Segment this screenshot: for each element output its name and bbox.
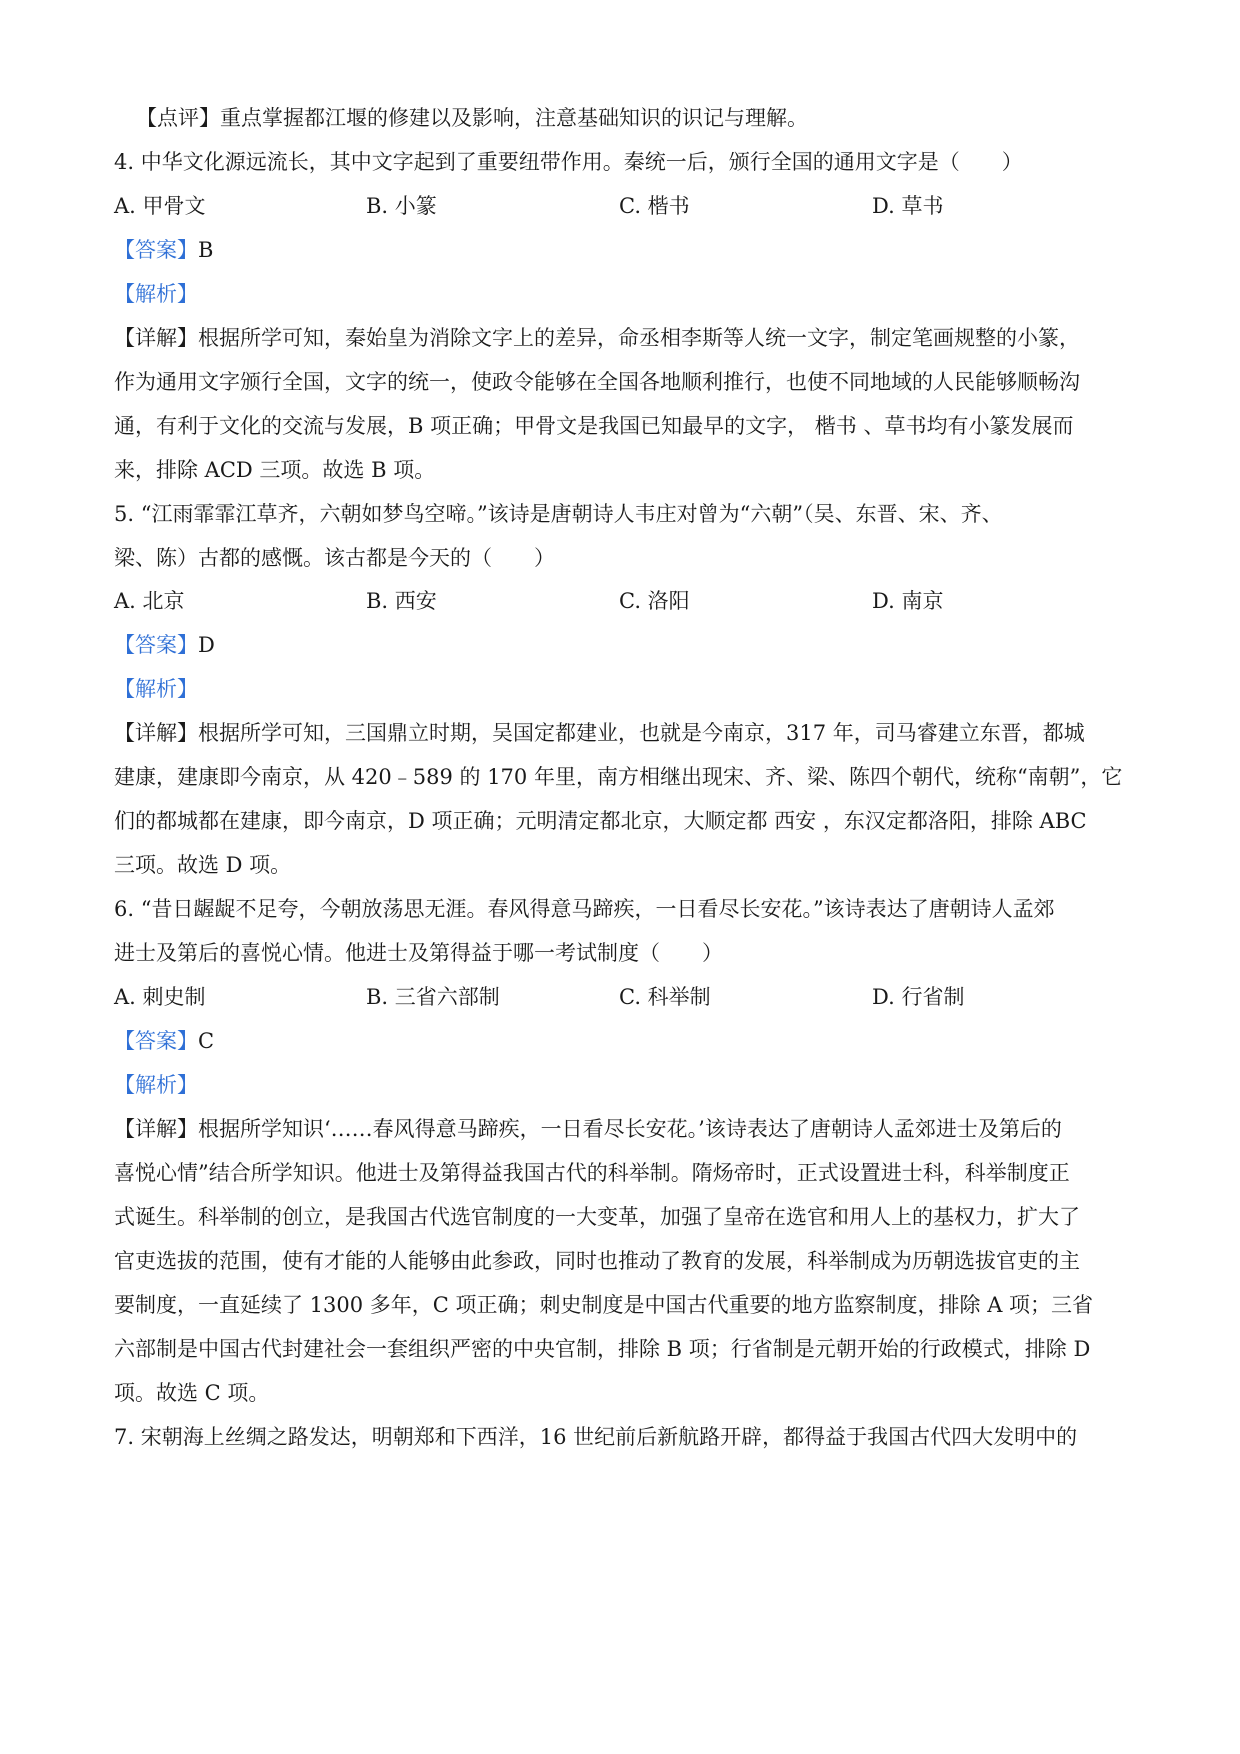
q6-option-a: A. 刺史制 [114, 985, 206, 1009]
q5-detail-line-2: 建康，建康即今南京，从 420﹣589 的 170 年里，南方相继出现宋、齐、梁、陈四个朝代，统称“南朝”，它 [114, 765, 1123, 789]
comment-tag: 【点评】 [136, 106, 220, 130]
q6-detail-line-1 [114, 1115, 1134, 1143]
q5-option-b: B. 西安 [366, 589, 437, 613]
q6-answer [114, 1027, 1134, 1055]
q4-stem: 4. 中华文化源远流长，其中文字起到了重要纽带作用。秦统一后，颁行全国的通用文字是（ ） [114, 150, 1023, 174]
q5-answer [114, 631, 1134, 659]
detail-tag: 【详解】 [114, 326, 198, 350]
answer-value: B [198, 238, 214, 262]
comment-text: 重点掌握都江堰的修建以及影响，注意基础知识的识记与理解。 [220, 106, 808, 130]
detail-tag: 【详解】 [114, 1117, 198, 1141]
q6-option-d: D. 行省制 [872, 985, 965, 1009]
q4-answer [114, 236, 1134, 264]
q4-detail-line-3: 通，有利于文化的交流与发展，B 项正确；甲骨文是我国已知最早的文字， 楷书 、草书均有小篆发展而 [114, 414, 1074, 438]
q6-detail-line-2: 喜悦心情”结合所学知识。他进士及第得益我国古代的科举制。隋炀帝时，正式设置进士科，科举制度正 [114, 1161, 1070, 1185]
q5-detail-line-1 [114, 719, 1134, 747]
q5-option-d: D. 南京 [872, 589, 944, 613]
answer-tag: 【答案】 [114, 238, 198, 262]
q6-detail-line-5: 要制度，一直延续了 1300 多年，C 项正确；刺史制度是中国古代重要的地方监察制度，排除 A 项；三省 [114, 1293, 1094, 1317]
q4-option-a: A. 甲骨文 [114, 194, 206, 218]
q5-analysis-tag: 【解析】 [114, 677, 198, 701]
q6-option-c: C. 科举制 [619, 985, 711, 1009]
q4-detail-line-4: 来，排除 ACD 三项。故选 B 项。 [114, 458, 436, 482]
comment-q3 [136, 104, 1156, 132]
q4-option-d: D. 草书 [872, 194, 944, 218]
detail-text: 根据所学可知，三国鼎立时期，吴国定都建业，也就是今南京，317 年，司马睿建立东晋，都城 [198, 721, 1085, 745]
q4-analysis-tag: 【解析】 [114, 282, 198, 306]
q6-detail-line-6: 六部制是中国古代封建社会一套组织严密的中央官制，排除 B 项；行省制是元朝开始的行政模式，排除 D [114, 1337, 1091, 1361]
q6-detail-line-3: 式诞生。科举制的创立，是我国古代选官制度的一大变革，加强了皇帝在选官和用人上的基权力，扩大了 [114, 1205, 1080, 1229]
q6-detail-line-7: 项。故选 C 项。 [114, 1381, 270, 1405]
q5-option-a: A. 北京 [114, 589, 185, 613]
detail-text: 根据所学知识‘……春风得意马蹄疾，一日看尽长安花。’该诗表达了唐朝诗人孟郊进士及第后的 [198, 1117, 1062, 1141]
q6-analysis-tag: 【解析】 [114, 1073, 198, 1097]
q5-option-c: C. 洛阳 [619, 589, 690, 613]
q6-stem-line-1: 6. “昔日龌龊不足夸，今朝放荡思无涯。春风得意马蹄疾，一日看尽长安花。”该诗表达了唐朝诗人孟郊 [114, 897, 1055, 921]
q6-option-b: B. 三省六部制 [366, 985, 500, 1009]
q4-option-b: B. 小篆 [366, 194, 437, 218]
q6-detail-line-4: 官吏选拔的范围，使有才能的人能够由此参政，同时也推动了教育的发展，科举制成为历朝选拔官吏的主 [114, 1249, 1080, 1273]
q5-stem-line-1: 5. “江雨霏霏江草齐，六朝如梦鸟空啼。”该诗是唐朝诗人韦庄对曾为“六朝”（吴、东晋、宋、齐、 [114, 502, 1003, 526]
detail-tag: 【详解】 [114, 721, 198, 745]
answer-tag: 【答案】 [114, 633, 198, 657]
q6-stem-line-2: 进士及第后的喜悦心情。他进士及第得益于哪一考试制度（ ） [114, 941, 723, 965]
answer-value: C [198, 1029, 215, 1053]
q5-detail-line-4: 三项。故选 D 项。 [114, 853, 292, 877]
q4-option-c: C. 楷书 [619, 194, 690, 218]
answer-value: D [198, 633, 215, 657]
q5-stem-line-2: 梁、陈）古都的感慨。该古都是今天的（ ） [114, 546, 555, 570]
q7-stem: 7. 宋朝海上丝绸之路发达，明朝郑和下西洋，16 世纪前后新航路开辟，都得益于我国古代四大发明中的 [114, 1425, 1078, 1449]
q5-detail-line-3: 们的都城都在建康，即今南京，D 项正确；元明清定都北京，大顺定都 西安 ，东汉定都洛阳，排除 ABC [114, 809, 1087, 833]
detail-text: 根据所学可知，秦始皇为消除文字上的差异，命丞相李斯等人统一文字，制定笔画规整的小篆， [198, 326, 1080, 350]
q4-detail-line-2: 作为通用文字颁行全国，文字的统一，使政令能够在全国各地顺利推行，也使不同地域的人民能够顺畅沟 [114, 370, 1080, 394]
q4-detail-line-1 [114, 324, 1134, 352]
answer-tag: 【答案】 [114, 1029, 198, 1053]
